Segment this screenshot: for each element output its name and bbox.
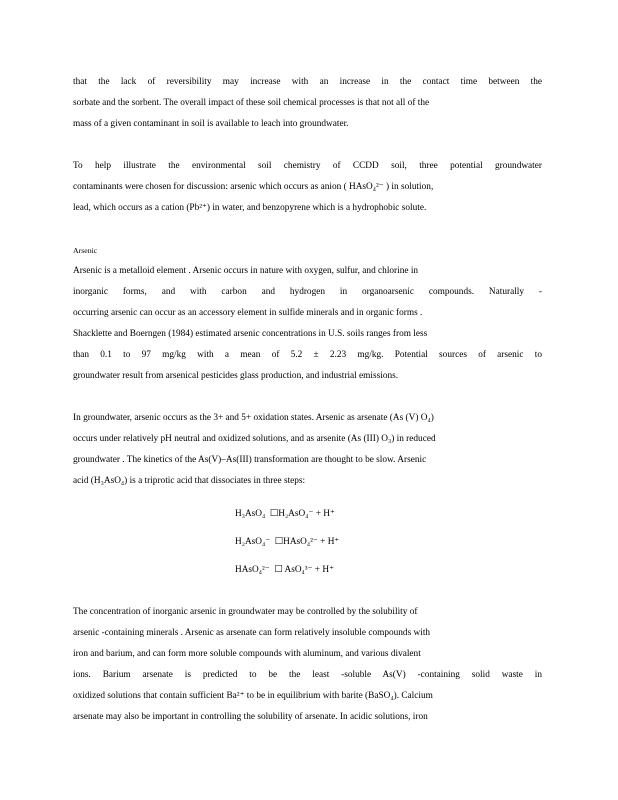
equation-1: H₃AsO₄ ☐H₂AsO₄⁻ + H⁺ — [235, 509, 335, 519]
text-line: lead, which occurs as a cation (Pb²⁺) in water, and benzopyrene which is a hydrophobic solute. — [73, 203, 427, 213]
text-line: arsenate may also be important in controlling the solubility of arsenate. In acidic solutions, iron — [73, 712, 428, 722]
text-line: iron and barium, and can form more soluble compounds with aluminum, and various divalent — [73, 649, 421, 659]
text-line: groundwater result from arsenical pesticides glass production, and industrial emissions. — [73, 371, 399, 381]
equation-block — [73, 500, 542, 584]
text-line: occurring arsenic can occur as an accessory element in sulfide minerals and in organic forms . — [73, 308, 423, 318]
text-line: than 0.1 to 97 mg/kg with a mean of 5.2 ± 2.23 mg/kg. Potential sources of arsenic to — [73, 350, 542, 360]
text-line: ions. Barium arsenate is predicted to be the least -soluble As(V) -containing solid waste in — [73, 670, 542, 680]
text-line: acid (H₃AsO₄) is a triprotic acid that dissociates in three steps: — [73, 476, 306, 486]
text-line: Shacklette and Boerngen (1984) estimated arsenic concentrations in U.S. soils ranges from less — [73, 329, 428, 339]
section-heading: Arsenic — [73, 246, 98, 255]
text-line: sorbate and the sorbent. The overall impact of these soil chemical processes is that not all of the — [73, 98, 430, 108]
paragraph-solubility — [73, 602, 542, 728]
paragraph-oxidation-states — [73, 408, 542, 492]
document-page — [73, 72, 542, 728]
text-line: occurs under relatively pH neutral and oxidized solutions, and as arsenite (As (III) O₃) in reduced — [73, 434, 436, 444]
text-line: contaminants were chosen for discussion: arsenic which occurs as anion ( HAsO₄²⁻ ) in solution, — [73, 182, 434, 192]
paragraph-sorption — [73, 72, 542, 135]
paragraph-contaminants — [73, 156, 542, 219]
text-line: groundwater . The kinetics of the As(V)–As(III) transformation are thought to be slow. Arsenic — [73, 455, 427, 465]
text-line: Arsenic is a metalloid element . Arsenic occurs in nature with oxygen, sulfur, and chlorine in — [73, 266, 419, 276]
text-line: The concentration of inorganic arsenic in groundwater may be controlled by the solubility of — [73, 607, 418, 617]
text-line: To help illustrate the environmental soil chemistry of CCDD soil, three potential groundwater — [73, 161, 542, 171]
text-line: arsenic -containing minerals . Arsenic as arsenate can form relatively insoluble compounds with — [73, 628, 431, 638]
equation-3: HAsO₄²⁻ ☐ AsO₄³⁻ + H⁺ — [235, 565, 334, 575]
text-line: In groundwater, arsenic occurs as the 3+ and 5+ oxidation states. Arsenic as arsenate (As (V) O₄) — [73, 413, 434, 423]
equation-2: H₂AsO₄⁻ ☐HAsO₄²⁻ + H⁺ — [235, 537, 340, 547]
text-line: oxidized solutions that contain sufficient Ba²⁺ to be in equilibrium with barite (BaSO₄). Calcium — [73, 691, 433, 701]
text-line: that the lack of reversibility may increase with an increase in the contact time between the — [73, 77, 542, 87]
paragraph-arsenic-intro — [73, 261, 542, 387]
text-line: inorganic forms, and with carbon and hydrogen in organoarsenic compounds. Naturally - — [73, 287, 542, 297]
text-line: mass of a given contaminant in soil is available to leach into groundwater. — [73, 119, 349, 129]
